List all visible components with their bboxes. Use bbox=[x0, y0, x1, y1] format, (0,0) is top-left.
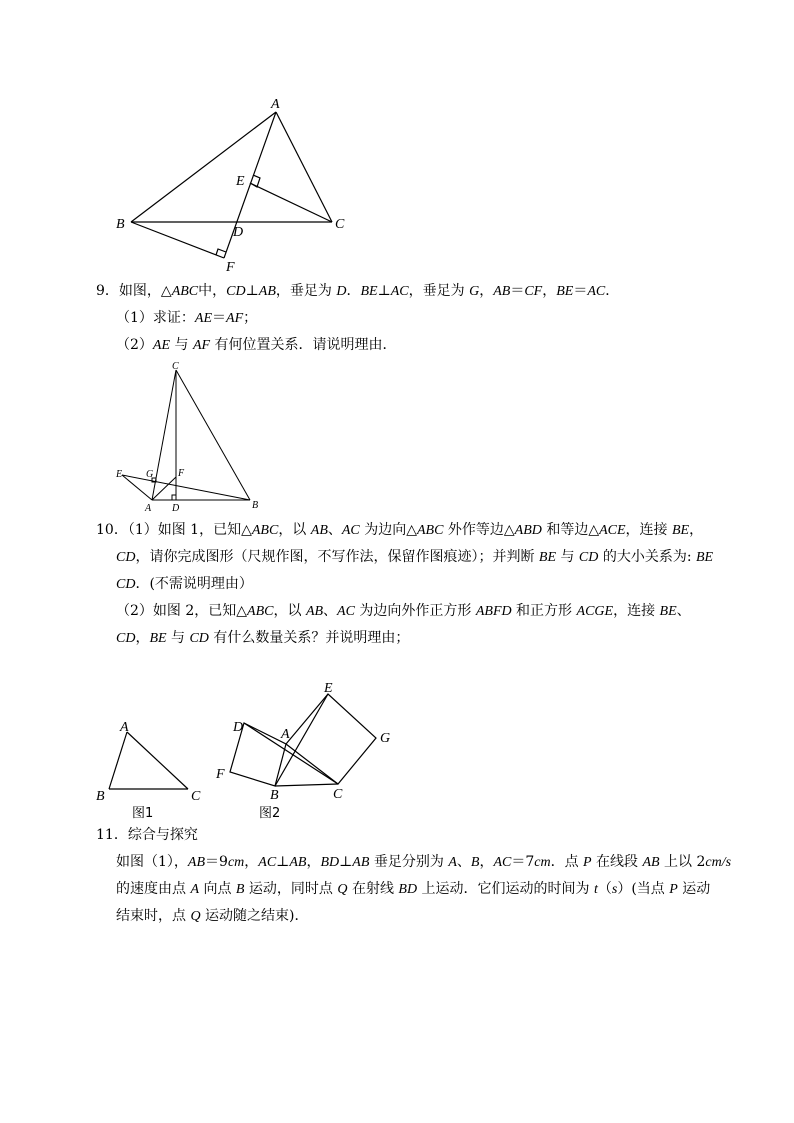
q11-line1: 如图（1），AB＝9cm，AC⊥AB，BD⊥AB 垂足分别为 A、B，AC＝7cm．点 P 在线段 AB 上以 2cm/s bbox=[116, 854, 732, 870]
label-b: B bbox=[252, 500, 259, 511]
figure-triangle-abc-perpendiculars bbox=[0, 0, 794, 280]
label-a: A bbox=[281, 727, 290, 742]
segment-af bbox=[224, 112, 276, 258]
q9-sub1: （1）求证：AE＝AF； bbox=[116, 310, 258, 326]
segment-be bbox=[122, 475, 250, 500]
figure-q9-triangle bbox=[0, 360, 794, 520]
label-a: A bbox=[271, 97, 280, 112]
segment-ac bbox=[276, 112, 332, 222]
label-b: B bbox=[270, 788, 279, 803]
label-e: E bbox=[116, 469, 123, 480]
label-a: A bbox=[145, 503, 152, 514]
q10-line1: 10．（1）如图 1，已知△ABC，以 AB、AC 为边向△ABC 外作等边△ABD 和等边△ACE，连接 BE， bbox=[96, 522, 704, 538]
q11-line2: 的速度由点 A 向点 B 运动，同时点 Q 在射线 BD 上运动．它们运动的时间为 t（s）(当点 P 运动 bbox=[116, 881, 711, 897]
segment-cb bbox=[176, 370, 250, 500]
q9-sub2: （2）AE 与 AF 有何位置关系．请说明理由． bbox=[116, 337, 397, 353]
segment-bc bbox=[275, 784, 338, 786]
q10-line5: CD，BE 与 CD 有什么数量关系？并说明理由； bbox=[116, 630, 410, 646]
label-f: F bbox=[216, 767, 225, 782]
label-g: G bbox=[146, 469, 154, 480]
label-e: E bbox=[236, 174, 245, 189]
q10-line4: （2）如图 2，已知△ABC，以 AB、AC 为边向外作正方形 ABFD 和正方形 ACGE，连接 BE、 bbox=[116, 603, 691, 619]
label-c: C bbox=[191, 789, 201, 804]
right-angle-mark-d bbox=[172, 495, 176, 500]
label-b: B bbox=[96, 789, 105, 804]
q9-stem: 9．如图，△ABC中，CD⊥AB，垂足为 D．BE⊥AC，垂足为 G，AB＝CF，BE＝AC． bbox=[96, 283, 620, 299]
label-f: F bbox=[178, 468, 185, 479]
label-b: B bbox=[116, 217, 125, 232]
q10-line2: CD，请你完成图形（尺规作图，不写作法，保留作图痕迹）；并判断 BE 与 CD 的大小关系为: BE bbox=[116, 549, 714, 565]
label-d: D bbox=[172, 503, 180, 514]
label-d: D bbox=[233, 720, 244, 735]
q11-title: 11．综合与探究 bbox=[96, 827, 198, 843]
segment-cd bbox=[244, 723, 338, 784]
label-d: D bbox=[233, 225, 244, 240]
caption-tu1: 图1 bbox=[132, 806, 154, 821]
segment-ce bbox=[250, 183, 332, 222]
caption-tu2: 图2 bbox=[259, 806, 281, 821]
square-acge bbox=[286, 694, 376, 784]
segment-ab bbox=[131, 112, 276, 222]
label-g: G bbox=[380, 731, 391, 746]
segment-bf bbox=[131, 222, 224, 258]
label-c: C bbox=[333, 787, 343, 802]
q10-line3: CD．(不需说明理由） bbox=[116, 576, 253, 592]
label-c: C bbox=[335, 217, 345, 232]
label-e: E bbox=[324, 681, 333, 696]
right-angle-mark-f bbox=[216, 249, 226, 255]
q11-line3: 结束时，点 Q 运动随之结束)． bbox=[116, 908, 309, 924]
figure-tu2-squares bbox=[0, 680, 420, 830]
label-a: A bbox=[120, 720, 129, 735]
label-f: F bbox=[226, 260, 235, 275]
label-c: C bbox=[172, 361, 179, 372]
